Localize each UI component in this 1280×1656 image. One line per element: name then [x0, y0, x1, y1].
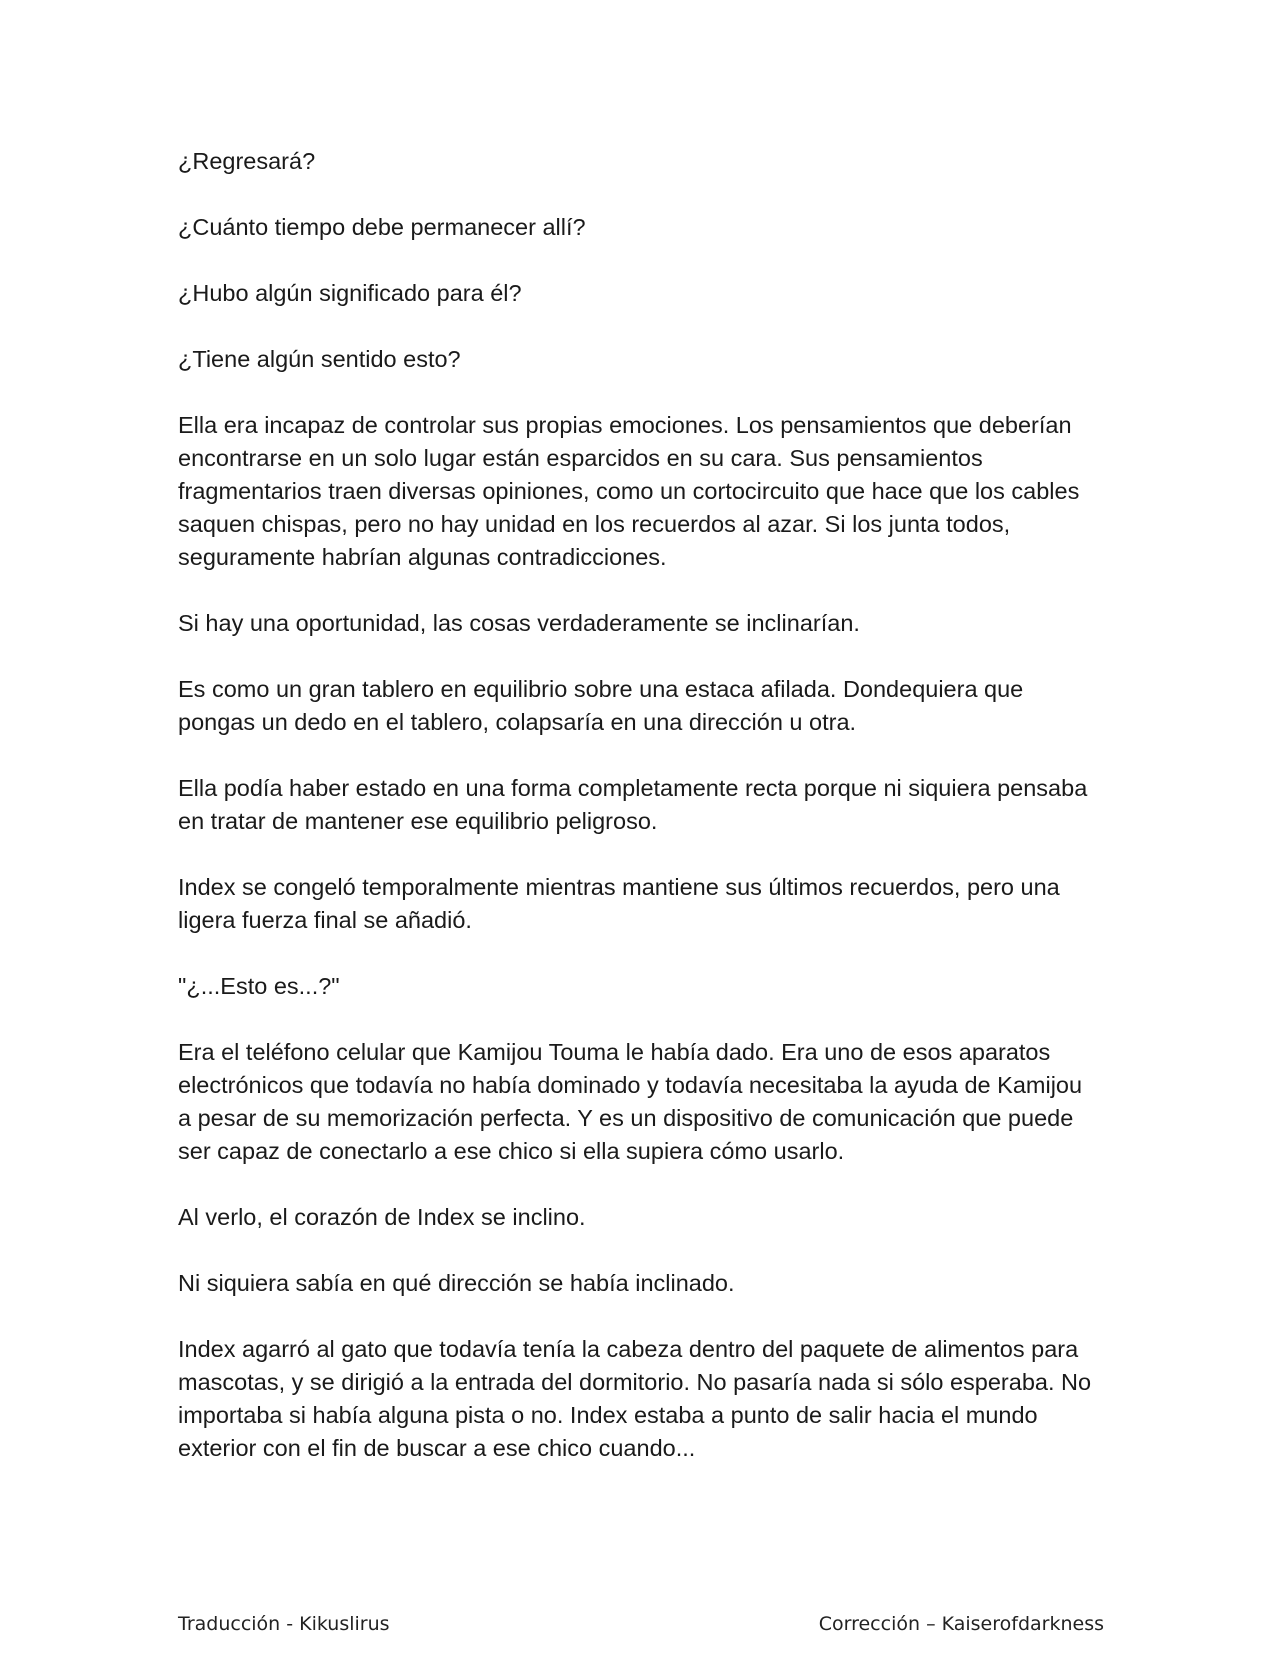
- document-body: [178, 145, 1098, 1498]
- paragraph: "¿...Esto es...?": [178, 973, 340, 999]
- paragraph: Ella podía haber estado en una forma completamente recta porque ni siquiera pensaba en tratar de mantener ese equilibrio peligroso.: [178, 775, 1088, 834]
- paragraph: Ella era incapaz de controlar sus propias emociones. Los pensamientos que deberían encontrarse en un solo lugar están esparcidos en su cara. Sus pensamientos fragmentarios traen diversas opiniones, como un cortocircuito que hace que los cables saquen chispas, pero no hay unidad en los recuerdos al azar. Si los junta todos, seguramente habrían algunas contradicciones.: [178, 412, 1080, 570]
- proofreading-credit: Corrección – Kaiserofdarkness: [818, 1613, 1104, 1635]
- page-footer: [178, 1609, 1104, 1639]
- paragraph: ¿Cuánto tiempo debe permanecer allí?: [178, 214, 586, 240]
- paragraph: ¿Regresará?: [178, 148, 316, 174]
- paragraph: ¿Hubo algún significado para él?: [178, 280, 522, 306]
- paragraph: ¿Tiene algún sentido esto?: [178, 346, 461, 372]
- paragraph: Era el teléfono celular que Kamijou Touma le había dado. Era uno de esos aparatos electrónicos que todavía no había dominado y todavía necesitaba la ayuda de Kamijou a pesar de su memorización perfecta. Y es un dispositivo de comunicación que puede ser capaz de conectarlo a ese chico si ella supiera cómo usarlo.: [178, 1039, 1083, 1164]
- paragraph: Si hay una oportunidad, las cosas verdaderamente se inclinarían.: [178, 610, 860, 636]
- paragraph: Index se congeló temporalmente mientras mantiene sus últimos recuerdos, pero una ligera fuerza final se añadió.: [178, 874, 1060, 933]
- paragraph: Index agarró al gato que todavía tenía la cabeza dentro del paquete de alimentos para mascotas, y se dirigió a la entrada del dormitorio. No pasaría nada si sólo esperaba. No importaba si había alguna pista o no. Index estaba a punto de salir hacia el mundo exterior con el fin de buscar a ese chico cuando...: [178, 1336, 1092, 1461]
- translation-credit: Traducción - Kikuslirus: [178, 1613, 390, 1635]
- paragraph: Es como un gran tablero en equilibrio sobre una estaca afilada. Dondequiera que pongas un dedo en el tablero, colapsaría en una dirección u otra.: [178, 676, 1024, 735]
- paragraph: Ni siquiera sabía en qué dirección se había inclinado.: [178, 1270, 735, 1296]
- paragraph: Al verlo, el corazón de Index se inclino.: [178, 1204, 586, 1230]
